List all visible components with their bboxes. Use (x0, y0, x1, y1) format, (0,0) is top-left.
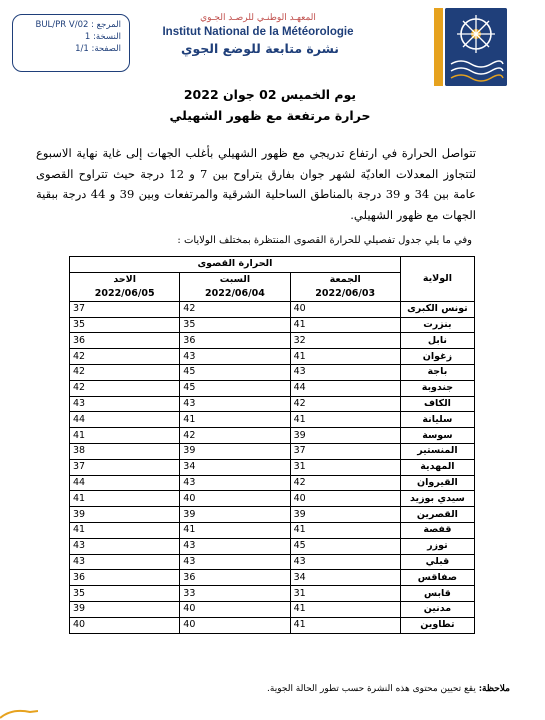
day-name: السبت (219, 273, 251, 285)
temp-fri: 39 (290, 507, 400, 523)
temp-sun: 35 (70, 317, 180, 333)
temp-fri: 32 (290, 333, 400, 349)
wilaya-name: المنستير (400, 443, 474, 459)
table-intro: وفي ما يلي جدول تفصيلي للحرارة القصوى المنتظرة بمختلف الولايات : (177, 235, 472, 246)
header-day-1 (180, 272, 290, 301)
table-row (70, 443, 475, 459)
table-row (70, 491, 475, 507)
temp-sun: 36 (70, 570, 180, 586)
table-row (70, 396, 475, 412)
temp-sat: 41 (180, 412, 290, 428)
table-row (70, 412, 475, 428)
temp-fri: 42 (290, 475, 400, 491)
temp-sun: 38 (70, 443, 180, 459)
table-row (70, 475, 475, 491)
temp-sat: 39 (180, 507, 290, 523)
temp-sun: 41 (70, 428, 180, 444)
temp-fri: 40 (290, 301, 400, 317)
temp-fri: 31 (290, 586, 400, 602)
temp-sun: 41 (70, 522, 180, 538)
temp-sun: 41 (70, 491, 180, 507)
bulletin-subject: حرارة مرتفعة مع ظهور الشهيلي (169, 108, 371, 123)
temp-fri: 43 (290, 364, 400, 380)
table-row (70, 428, 475, 444)
table-row (70, 554, 475, 570)
wilaya-name: زغوان (400, 349, 474, 365)
temp-sat: 42 (180, 428, 290, 444)
wilaya-name: الكاف (400, 396, 474, 412)
bulletin-date: يوم الخميس 02 جوان 2022 (183, 87, 357, 102)
temp-sat: 41 (180, 522, 290, 538)
temp-fri: 43 (290, 554, 400, 570)
day-date: 2022/06/03 (315, 287, 376, 299)
inm-logo-icon (445, 8, 507, 86)
temp-sun: 44 (70, 412, 180, 428)
temp-sun: 42 (70, 349, 180, 365)
temp-sun: 43 (70, 554, 180, 570)
table-row (70, 538, 475, 554)
wilaya-name: بنزرت (400, 317, 474, 333)
temp-sat: 33 (180, 586, 290, 602)
forecast-paragraph: تتواصل الحرارة في ارتفاع تدريجي مع ظهور الشهيلي بأغلب الجهات إلى غاية نهاية الاسبوع لتتجاوز المعدلات العاديّة لشهر جوان بفارق يتراوح بين 7 و 12 درجة حيث تتراوح القصوى عامة بين 34 و 39 درجة بالمناطق الساحلية الشرقية والمرتفعات وبين 39 و 44 درجة ببقية الجهات مع ظهور الشهيلي. (36, 146, 477, 222)
wilaya-name: جندوبة (400, 380, 474, 396)
temp-sun: 37 (70, 459, 180, 475)
temp-sun: 39 (70, 507, 180, 523)
temp-sat: 43 (180, 396, 290, 412)
temp-sat: 36 (180, 333, 290, 349)
table-row (70, 317, 475, 333)
temp-sat: 43 (180, 349, 290, 365)
table-row (70, 522, 475, 538)
table-row (70, 349, 475, 365)
table-body (70, 301, 475, 633)
temp-sat: 35 (180, 317, 290, 333)
temp-sun: 43 (70, 538, 180, 554)
wilaya-name: المهدية (400, 459, 474, 475)
header-day-2 (70, 272, 180, 301)
header-max-temp: الحرارة القصوى (70, 257, 401, 273)
reference-box (12, 14, 130, 72)
temp-fri: 37 (290, 443, 400, 459)
wilaya-name: قابس (400, 586, 474, 602)
day-date: 2022/06/04 (205, 287, 265, 299)
temp-fri: 39 (290, 428, 400, 444)
max-temperature-table (69, 256, 475, 634)
temp-sat: 40 (180, 617, 290, 633)
temp-sun: 37 (70, 301, 180, 317)
temp-fri: 41 (290, 601, 400, 617)
temp-fri: 31 (290, 459, 400, 475)
temp-fri: 44 (290, 380, 400, 396)
temp-sun: 43 (70, 396, 180, 412)
temp-fri: 41 (290, 617, 400, 633)
institute-name-french: Institut National de la Météorologie (162, 26, 354, 38)
day-name: الاحد (113, 273, 136, 285)
table-row (70, 301, 475, 317)
wilaya-name: سيدي بوزيد (400, 491, 474, 507)
corner-swoosh-icon (0, 706, 38, 720)
table-row (70, 459, 475, 475)
temp-sat: 34 (180, 459, 290, 475)
temp-sun: 36 (70, 333, 180, 349)
wilaya-name: سوسة (400, 428, 474, 444)
temp-sun: 35 (70, 586, 180, 602)
temp-fri: 45 (290, 538, 400, 554)
temp-fri: 41 (290, 317, 400, 333)
table-row (70, 601, 475, 617)
wilaya-name: قفصة (400, 522, 474, 538)
wilaya-name: نابل (400, 333, 474, 349)
table-row (70, 507, 475, 523)
temp-sat: 36 (180, 570, 290, 586)
wilaya-name: صفاقس (400, 570, 474, 586)
temp-sun: 40 (70, 617, 180, 633)
temp-fri: 41 (290, 522, 400, 538)
wilaya-name: باجة (400, 364, 474, 380)
header-day-0 (290, 272, 400, 301)
institute-name-arabic: المعهـد الوطنـي للرصـد الجـوي (200, 13, 316, 23)
wilaya-name: سليانة (400, 412, 474, 428)
note (120, 684, 510, 694)
table-row (70, 586, 475, 602)
temp-sat: 42 (180, 301, 290, 317)
temp-fri: 40 (290, 491, 400, 507)
temp-fri: 41 (290, 412, 400, 428)
wilaya-name: مدنين (400, 601, 474, 617)
table-row (70, 617, 475, 633)
day-date: 2022/06/05 (94, 287, 155, 299)
table-header-row (70, 257, 475, 273)
table-row (70, 333, 475, 349)
temp-sat: 45 (180, 364, 290, 380)
note-label: ملاحظة: (478, 684, 510, 694)
temp-sat: 39 (180, 443, 290, 459)
reference-code: المرجع : BUL/PR V/02 (35, 20, 121, 30)
temp-fri: 41 (290, 349, 400, 365)
temp-sun: 42 (70, 380, 180, 396)
table-row (70, 380, 475, 396)
logo-graphic (445, 8, 507, 86)
temp-fri: 34 (290, 570, 400, 586)
temp-sat: 45 (180, 380, 290, 396)
temp-sat: 40 (180, 601, 290, 617)
temp-fri: 42 (290, 396, 400, 412)
temp-sat: 43 (180, 538, 290, 554)
wilaya-name: القيروان (400, 475, 474, 491)
table-row (70, 570, 475, 586)
temp-sat: 43 (180, 475, 290, 491)
reference-version: النسخة: 1 (84, 32, 121, 42)
note-text: يقع تحيين محتوى هذه النشرة حسب تطور الحالة الجوية. (267, 684, 479, 694)
wilaya-name: قبلي (400, 554, 474, 570)
day-name: الجمعة (329, 273, 361, 285)
wilaya-name: القصرين (400, 507, 474, 523)
temp-sun: 39 (70, 601, 180, 617)
temp-sun: 44 (70, 475, 180, 491)
header-wilaya: الولاية (400, 257, 474, 302)
bulletin-title: نشرة متابعة للوضع الجوي (180, 41, 340, 56)
logo-accent-bar (434, 8, 443, 86)
temp-sat: 43 (180, 554, 290, 570)
table-row (70, 364, 475, 380)
temp-sat: 40 (180, 491, 290, 507)
wilaya-name: تونس الكبرى (400, 301, 474, 317)
temp-sun: 42 (70, 364, 180, 380)
wilaya-name: تطاوين (400, 617, 474, 633)
wilaya-name: توزر (400, 538, 474, 554)
reference-page: الصفحة: 1/1 (75, 44, 121, 54)
